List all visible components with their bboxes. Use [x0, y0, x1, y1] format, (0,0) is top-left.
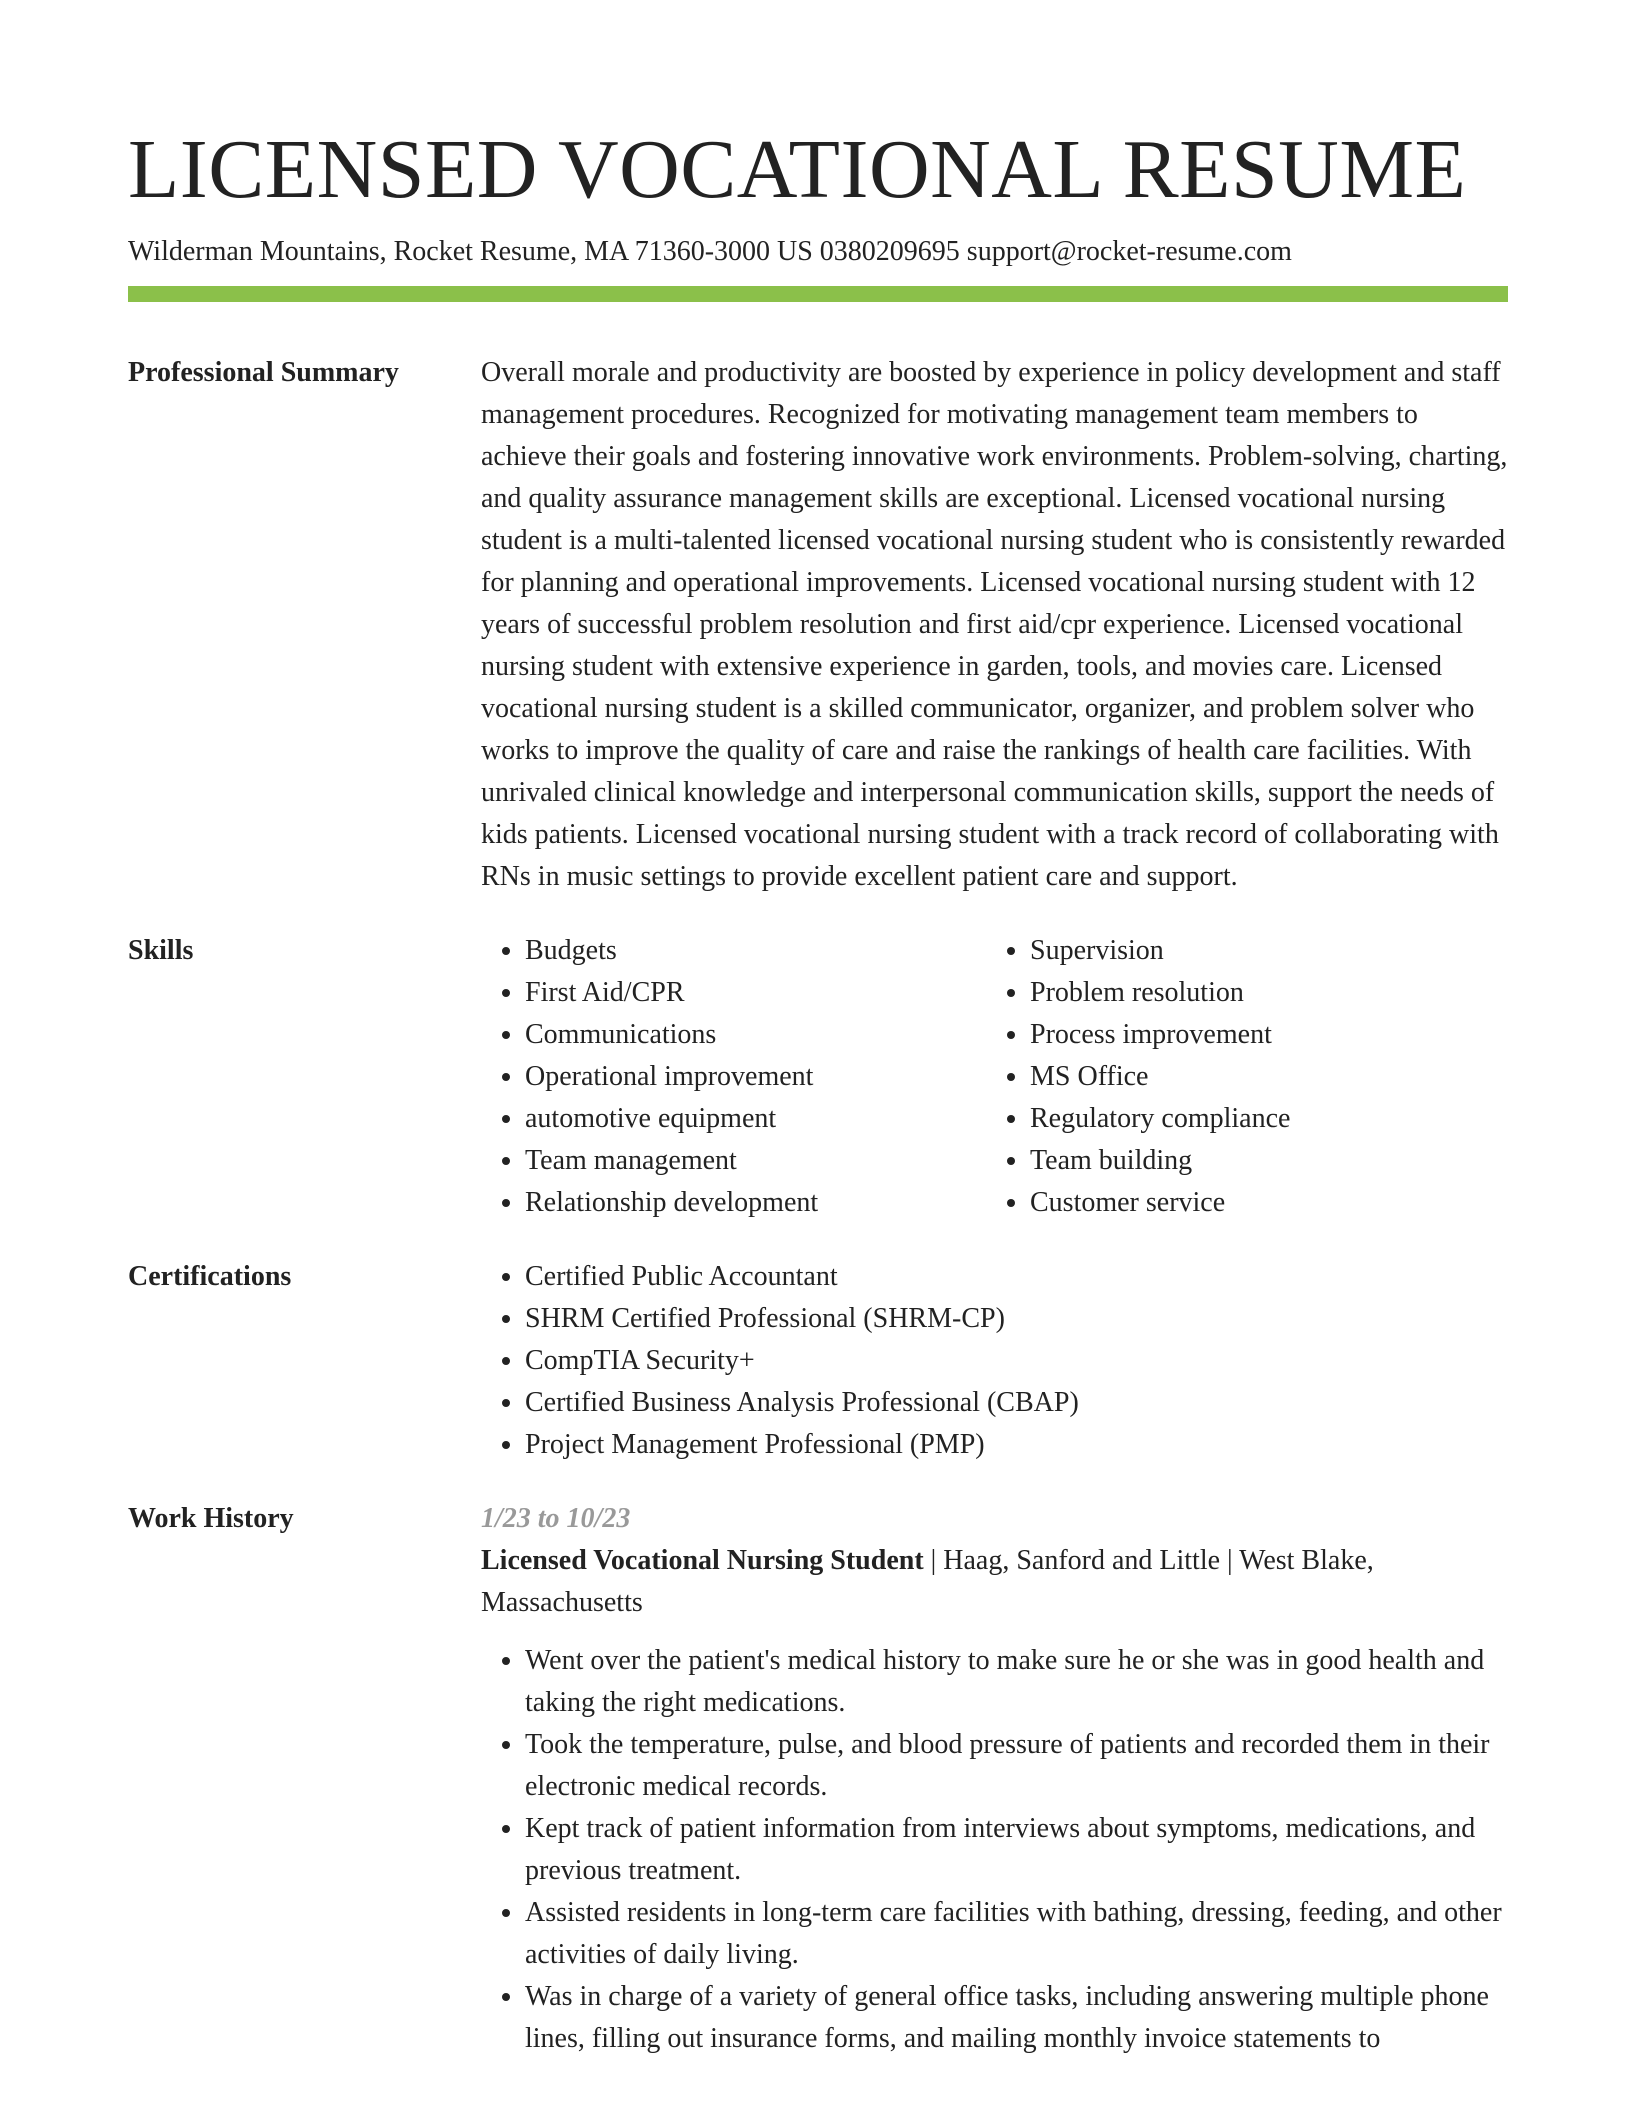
skill-item: • Regulatory compliance [1030, 1098, 1491, 1140]
section-label-certifications: Certifications [128, 1261, 292, 1292]
work-history-body [481, 1498, 1508, 2060]
skills-list-right [986, 930, 1491, 1224]
skills-list-left [481, 930, 986, 1224]
skills-section [128, 930, 1508, 1224]
section-label-work-history: Work History [128, 1503, 294, 1534]
duty-item: • Took the temperature, pulse, and blood pressure of patients and recorded them in their electronic medical records. [525, 1724, 1508, 1808]
certification-item: • Certified Public Accountant [525, 1256, 1508, 1298]
skill-item: • MS Office [1030, 1056, 1491, 1098]
job-heading [481, 1540, 1508, 1624]
job-title: Licensed Vocational Nursing Student [481, 1545, 924, 1576]
duty-item: • Kept track of patient information from interviews about symptoms, medications, and previous treatment. [525, 1808, 1508, 1892]
certification-item: • Project Management Professional (PMP) [525, 1424, 1508, 1466]
skill-item: • Communications [525, 1014, 986, 1056]
certification-item: • Certified Business Analysis Professional (CBAP) [525, 1382, 1508, 1424]
certifications-section [128, 1256, 1508, 1466]
skill-item: • Customer service [1030, 1182, 1491, 1224]
certifications-body [481, 1256, 1508, 1466]
section-label-skills: Skills [128, 935, 194, 966]
resume-page [128, 118, 1508, 2060]
skill-item: • Team building [1030, 1140, 1491, 1182]
skill-item: • Operational improvement [525, 1056, 986, 1098]
skill-item: • Budgets [525, 930, 986, 972]
skill-item: • Process improvement [1030, 1014, 1491, 1056]
skill-item: • First Aid/CPR [525, 972, 986, 1014]
skill-item: • Problem resolution [1030, 972, 1491, 1014]
professional-summary-section [128, 352, 1508, 898]
certification-item: • CompTIA Security+ [525, 1340, 1508, 1382]
resume-title: LICENSED VOCATIONAL RESUME [128, 123, 1467, 216]
skill-item: • Team management [525, 1140, 986, 1182]
skill-item: • Relationship development [525, 1182, 986, 1224]
skills-columns [481, 930, 1508, 1224]
contact-line: Wilderman Mountains, Rocket Resume, MA 71360-3000 US 0380209695 support@rocket-resume.com [128, 236, 1292, 267]
skill-item: • Supervision [1030, 930, 1491, 972]
certifications-list [481, 1256, 1508, 1466]
certification-item: • SHRM Certified Professional (SHRM-CP) [525, 1298, 1508, 1340]
job-duties-list [481, 1640, 1508, 2060]
header-divider [128, 286, 1508, 302]
duty-item: • Was in charge of a variety of general office tasks, including answering multiple phone lines, filling out insurance forms, and mailing monthly invoice statements to [525, 1976, 1508, 2060]
section-label-professional-summary: Professional Summary [128, 357, 399, 388]
duty-item: • Went over the patient's medical history to make sure he or she was in good health and taking the right medications. [525, 1640, 1508, 1724]
job-employer-location: | Haag, Sanford and Little | West Blake, Massachusetts [481, 1545, 1374, 1618]
work-history-section [128, 1498, 1508, 2060]
duty-item: • Assisted residents in long-term care facilities with bathing, dressing, feeding, and other activities of daily living. [525, 1892, 1508, 1976]
job-dates: 1/23 to 10/23 [481, 1503, 631, 1534]
summary-text: Overall morale and productivity are boosted by experience in policy development and staff management procedures. Recognized for motivating management team members to achieve their goals and fostering innovative work environments. Problem-solving, charting, and quality assurance management skills are exceptional. Licensed vocational nursing student is a multi-talented licensed vocational nursing student who is consistently rewarded for planning and operational improvements. Licensed vocational nursing student with 12 years of successful problem resolution and first aid/cpr experience. Licensed vocational nursing student with extensive experience in garden, tools, and movies care. Licensed vocational nursing student is a skilled communicator, organizer, and problem solver who works to improve the quality of care and raise the rankings of health care facilities. With unrivaled clinical knowledge and interpersonal communication skills, support the needs of kids patients. Licensed vocational nursing student with a track record of collaborating with RNs in music settings to provide excellent patient care and support. [481, 357, 1508, 892]
skill-item: • automotive equipment [525, 1098, 986, 1140]
